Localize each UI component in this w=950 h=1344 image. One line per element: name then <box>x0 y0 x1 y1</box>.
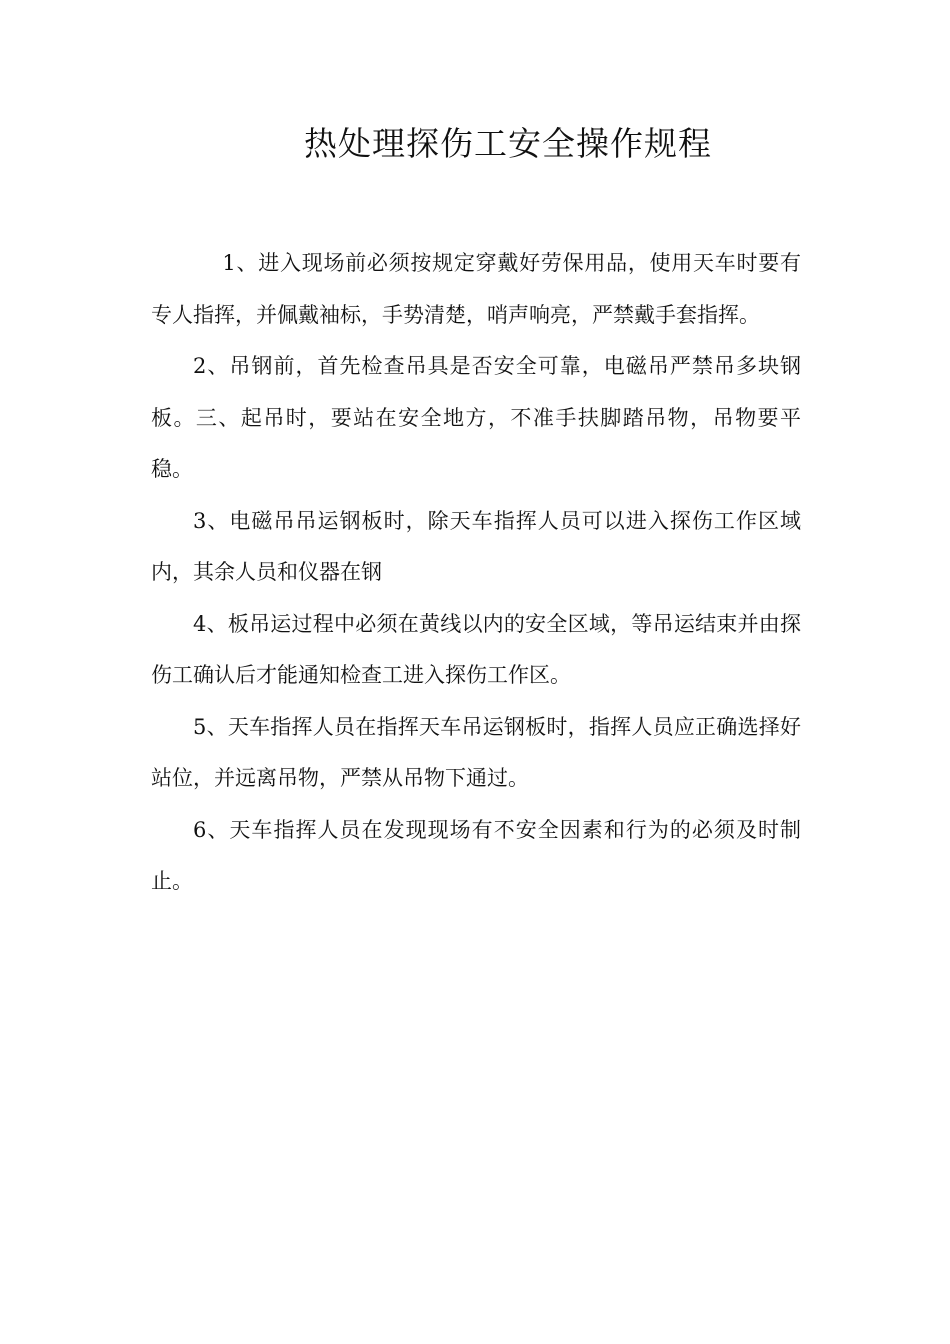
document-body <box>151 238 801 908</box>
paragraph-5: 5、天车指挥人员在指挥天车吊运钢板时，指挥人员应正确选择好站位，并远离吊物，严禁从吊物下通过。 <box>151 714 801 790</box>
paragraph-3: 3、电磁吊吊运钢板时，除天车指挥人员可以进入探伤工作区域内，其余人员和仪器在钢 <box>151 508 801 584</box>
paragraph-6: 6、天车指挥人员在发现现场有不安全因素和行为的必须及时制止。 <box>151 817 801 893</box>
paragraph-2: 2、吊钢前，首先检查吊具是否安全可靠，电磁吊严禁吊多块钢板。三、起吊时，要站在安全地方，不准手扶脚踏吊物，吊物要平稳。 <box>151 354 801 481</box>
document-title: 热处理探伤工安全操作规程 <box>304 124 712 163</box>
paragraph-1: 1、进入现场前必须按规定穿戴好劳保用品，使用天车时要有专人指挥，并佩戴袖标，手势清楚，哨声响亮，严禁戴手套指挥。 <box>151 251 801 327</box>
paragraph-4: 4、板吊运过程中必须在黄线以内的安全区域，等吊运结束并由探伤工确认后才能通知检查工进入探伤工作区。 <box>151 611 801 687</box>
